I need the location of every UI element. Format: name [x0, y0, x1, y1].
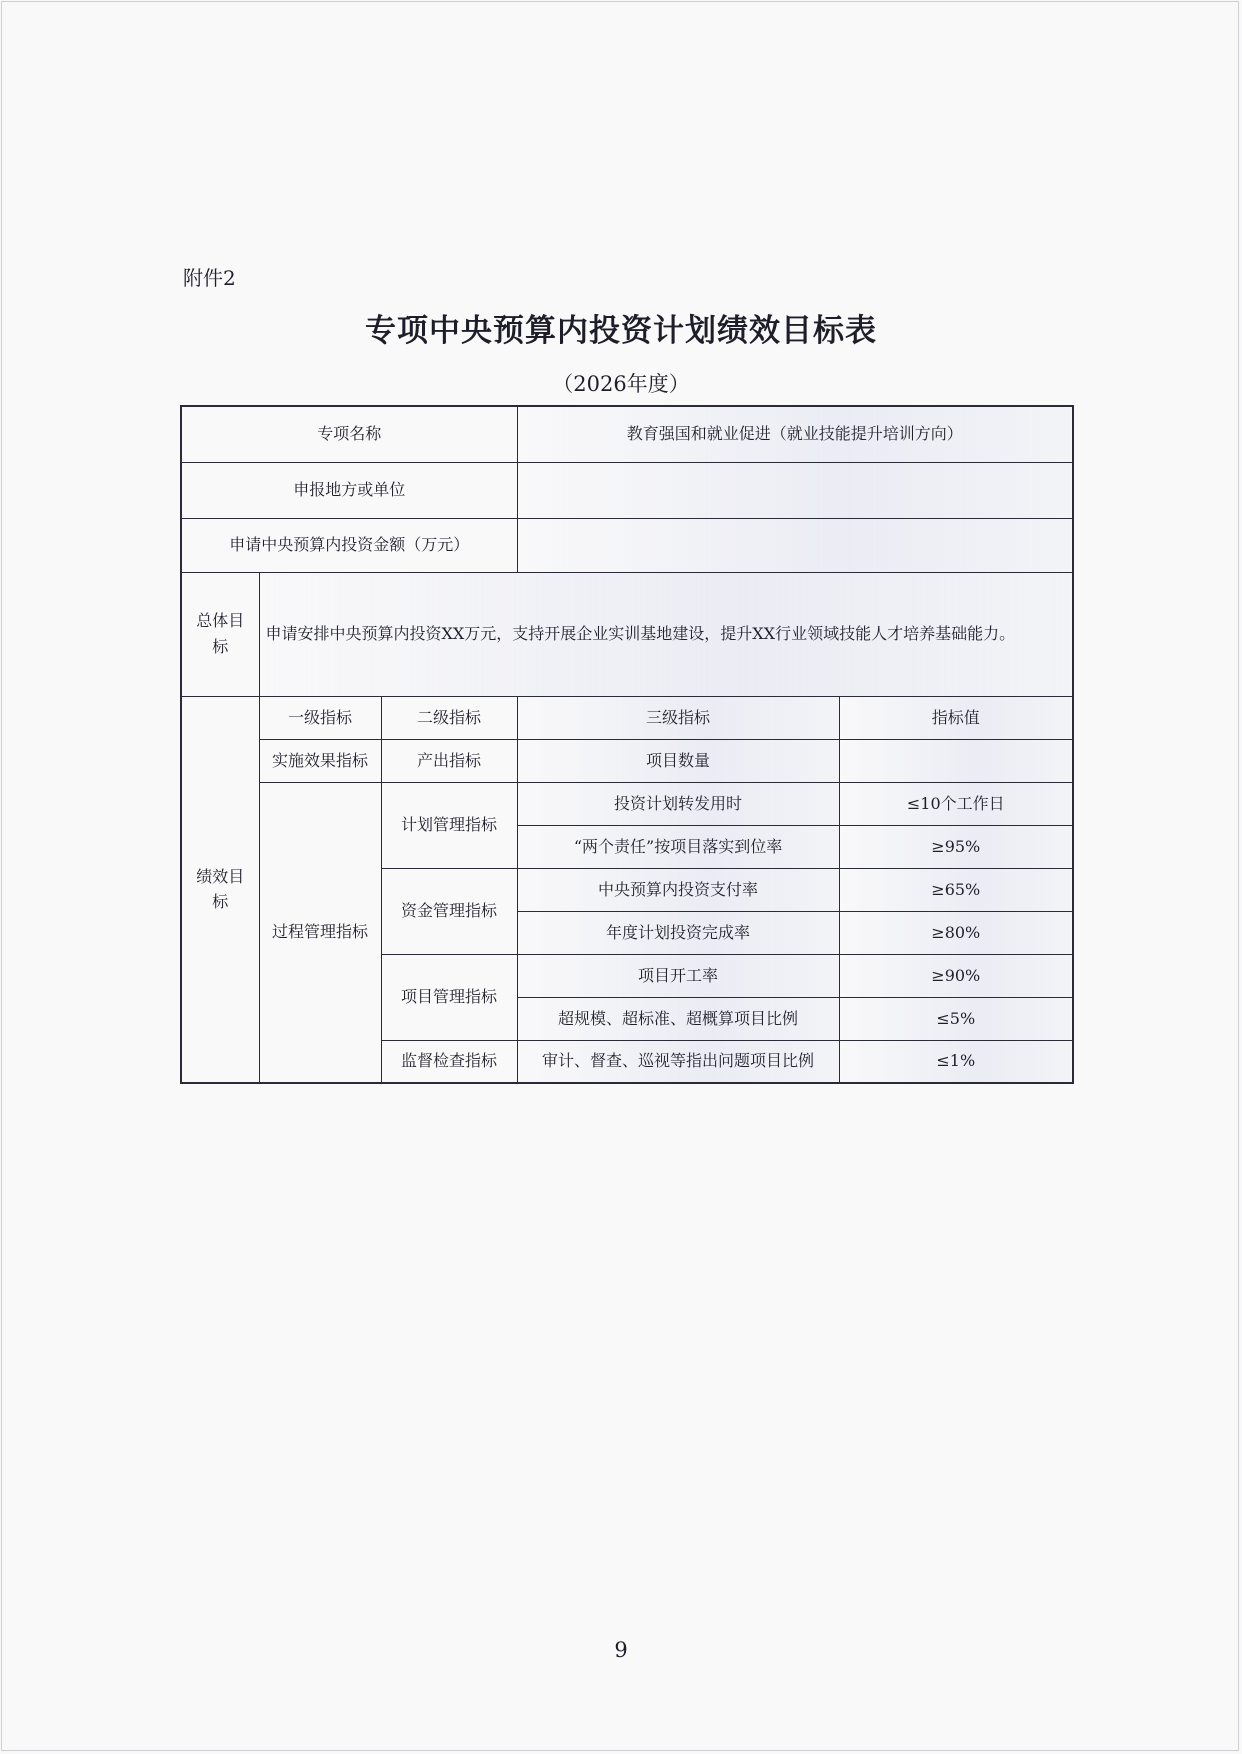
indicator-name: 项目开工率 [517, 954, 839, 997]
attachment-label: 附件2 [183, 266, 236, 290]
indicator-name: “两个责任”按项目落实到位率 [517, 825, 839, 868]
performance-goal-label: 绩效目标 [181, 696, 259, 1083]
header-level2: 二级指标 [381, 696, 517, 739]
indicator-name: 投资计划转发用时 [517, 782, 839, 825]
indicator-value: ≥65% [839, 868, 1073, 911]
project-management-level2: 项目管理指标 [381, 954, 517, 1040]
amount-label: 申请中央预算内投资金额（万元） [181, 518, 517, 572]
indicator-header-row [181, 696, 1073, 739]
header-level3: 三级指标 [517, 696, 839, 739]
page-number: 9 [614, 1638, 628, 1662]
indicator-value: ≥80% [839, 911, 1073, 954]
effect-level1: 实施效果指标 [259, 739, 381, 782]
indicator-name: 审计、督查、巡视等指出问题项目比例 [517, 1040, 839, 1083]
table-row [181, 782, 1073, 825]
performance-target-table [180, 405, 1074, 1084]
effect-indicator-row [181, 739, 1073, 782]
applicant-value [517, 462, 1073, 518]
indicator-name: 中央预算内投资支付率 [517, 868, 839, 911]
amount-value [517, 518, 1073, 572]
overall-goal-text: 申请安排中央预算内投资XX万元，支持开展企业实训基地建设，提升XX行业领域技能人才培养基础能力。 [259, 572, 1073, 696]
project-name-label: 专项名称 [181, 406, 517, 462]
fund-management-level2: 资金管理指标 [381, 868, 517, 954]
indicator-value: ≥95% [839, 825, 1073, 868]
indicator-value: ≥90% [839, 954, 1073, 997]
indicator-value: ≤1% [839, 1040, 1073, 1083]
indicator-name: 年度计划投资完成率 [517, 911, 839, 954]
plan-management-level2: 计划管理指标 [381, 782, 517, 868]
info-row-project-name [181, 406, 1073, 462]
header-level1: 一级指标 [259, 696, 381, 739]
process-level1: 过程管理指标 [259, 782, 381, 1083]
effect-level2: 产出指标 [381, 739, 517, 782]
header-value: 指标值 [839, 696, 1073, 739]
overall-goal-label: 总体目标 [181, 572, 259, 696]
indicator-name: 超规模、超标准、超概算项目比例 [517, 997, 839, 1040]
applicant-label: 申报地方或单位 [181, 462, 517, 518]
indicator-value: ≤10个工作日 [839, 782, 1073, 825]
supervision-level2: 监督检查指标 [381, 1040, 517, 1083]
overall-goal-row [181, 572, 1073, 696]
indicator-value: ≤5% [839, 997, 1073, 1040]
project-name-value: 教育强国和就业促进（就业技能提升培训方向） [517, 406, 1073, 462]
info-row-applicant [181, 462, 1073, 518]
info-row-amount [181, 518, 1073, 572]
effect-value [839, 739, 1073, 782]
document-year: （2026年度） [552, 372, 690, 396]
effect-level3: 项目数量 [517, 739, 839, 782]
document-title: 专项中央预算内投资计划绩效目标表 [365, 313, 877, 349]
